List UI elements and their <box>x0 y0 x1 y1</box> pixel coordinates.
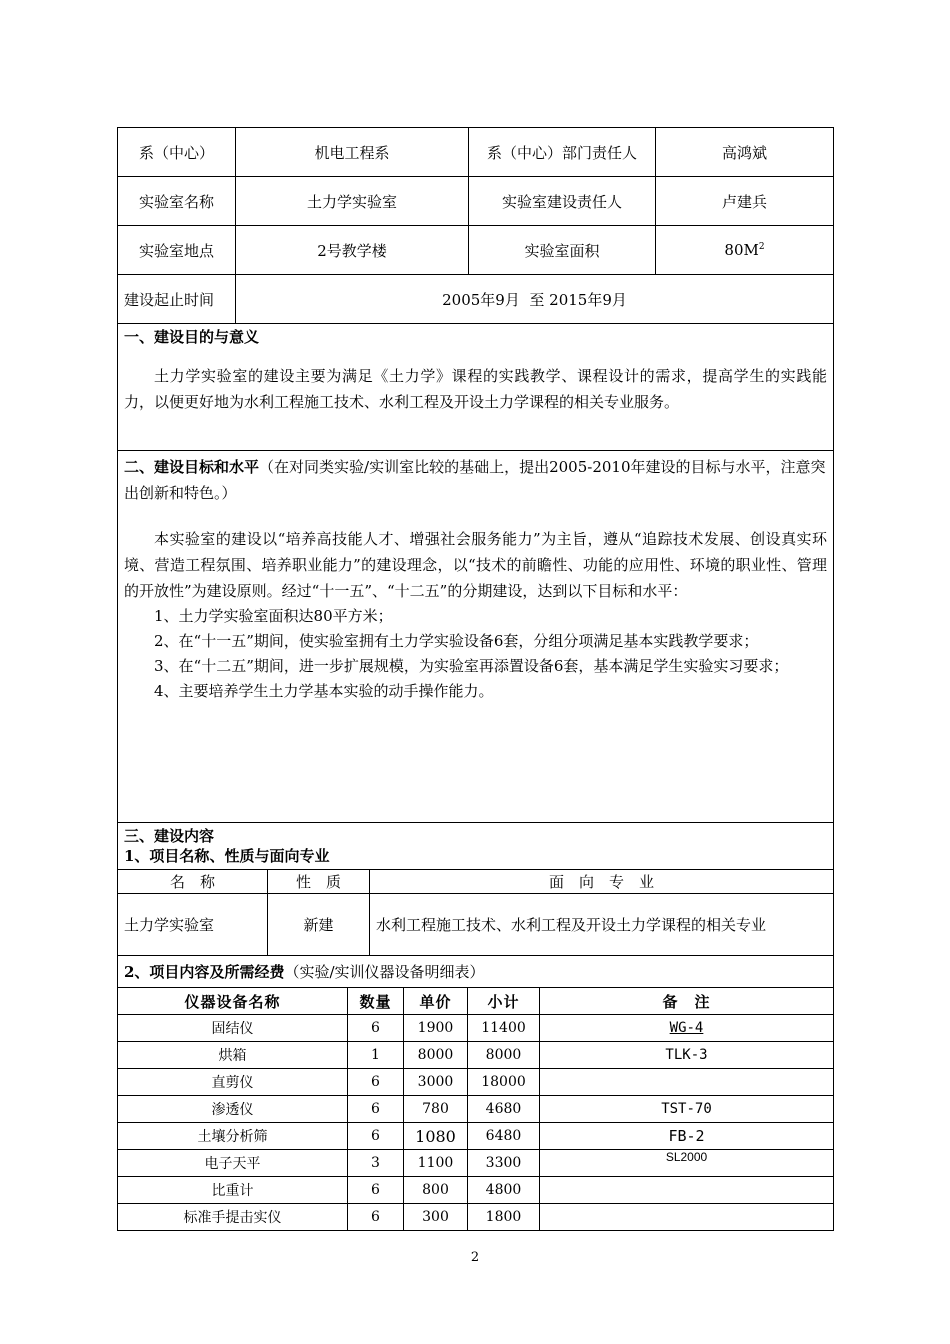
table-row <box>118 956 834 988</box>
equip-header-qty: 数量 <box>348 988 404 1015</box>
goal-item: 3、在“十二五”期间，进一步扩展规模，为实验室再添置设备6套，基本满足学生实验实习要求； <box>154 657 789 675</box>
lab-name-label: 实验室名称 <box>118 177 236 226</box>
table-row <box>118 1204 834 1231</box>
equip-qty: 6 <box>348 1177 404 1204</box>
section3-sub1: 1、项目名称、性质与面向专业 <box>124 847 330 865</box>
equip-qty: 6 <box>348 1204 404 1231</box>
section2-row <box>118 451 834 823</box>
equip-price: 3000 <box>404 1069 468 1096</box>
equip-header-name: 仪器设备名称 <box>118 988 348 1015</box>
equip-name: 比重计 <box>118 1177 348 1204</box>
proj-name: 土力学实验室 <box>118 894 268 956</box>
location-value: 2号教学楼 <box>236 226 469 275</box>
period-label: 建设起止时间 <box>118 275 236 324</box>
section2-body: 本实验室的建设以“培养高技能人才、增强社会服务能力”为主旨，遵从“追踪技术发展、创设真实环境、营造工程氛围、培养职业能力”的建设理念，以“技术的前瞻性、功能的应用性、环境的职业性、管理的开放性”为建设原则。经过“十一五”、“十二五”的分期建设，达到以下目标和水平： <box>124 530 827 600</box>
lab-info-table <box>117 127 834 870</box>
equip-subtotal: 18000 <box>468 1069 540 1096</box>
period-value: 2005年9月 至 2015年9月 <box>236 275 834 324</box>
table-row <box>118 128 834 177</box>
equip-note <box>540 1177 834 1204</box>
equip-price: 1900 <box>404 1015 468 1042</box>
equip-subtotal: 4680 <box>468 1096 540 1123</box>
goal-item: 2、在“十一五”期间，使实验室拥有土力学实验设备6套，分组分项满足基本实践教学要求； <box>154 632 759 650</box>
proj-header-major: 面 向 专 业 <box>370 870 834 894</box>
proj-header-nature: 性 质 <box>268 870 370 894</box>
equip-price: 1100 <box>404 1150 468 1177</box>
section1-body: 土力学实验室的建设主要为满足《土力学》课程的实践教学、课程设计的需求，提高学生的实践能力，以便更好地为水利工程施工技术、水利工程及开设土力学课程的相关专业服务。 <box>124 367 827 411</box>
equip-note: TLK-3 <box>540 1042 834 1069</box>
proj-major: 水利工程施工技术、水利工程及开设土力学课程的相关专业 <box>370 894 834 956</box>
equipment-table <box>117 987 834 1231</box>
equip-name: 直剪仪 <box>118 1069 348 1096</box>
section1-row <box>118 324 834 451</box>
section3-row <box>118 823 834 870</box>
equip-subtotal: 4800 <box>468 1177 540 1204</box>
table-row <box>118 870 834 894</box>
equip-qty: 6 <box>348 1096 404 1123</box>
equip-qty: 1 <box>348 1042 404 1069</box>
table-row <box>118 177 834 226</box>
table-row <box>118 894 834 956</box>
equip-name: 标准手提击实仪 <box>118 1204 348 1231</box>
equip-qty: 3 <box>348 1150 404 1177</box>
equip-note: SL2000 <box>540 1150 834 1177</box>
equip-price: 300 <box>404 1204 468 1231</box>
goal-item: 1、土力学实验室面积达80平方米； <box>154 607 393 625</box>
area-superscript: 2 <box>758 242 765 252</box>
equip-qty: 6 <box>348 1123 404 1150</box>
table-row <box>118 988 834 1015</box>
equip-header-price: 单价 <box>404 988 468 1015</box>
dept-label: 系（中心） <box>118 128 236 177</box>
equip-price: 800 <box>404 1177 468 1204</box>
equip-note: WG-4 <box>540 1015 834 1042</box>
equip-price: 8000 <box>404 1042 468 1069</box>
proj-header-name: 名 称 <box>118 870 268 894</box>
equip-qty: 6 <box>348 1015 404 1042</box>
location-label: 实验室地点 <box>118 226 236 275</box>
project-table <box>117 869 834 988</box>
equip-qty: 6 <box>348 1069 404 1096</box>
area-value <box>656 226 834 275</box>
dept-head-label: 系（中心）部门责任人 <box>469 128 656 177</box>
lab-head-label: 实验室建设责任人 <box>469 177 656 226</box>
table-row <box>118 1096 834 1123</box>
equip-header-note: 备 注 <box>540 988 834 1015</box>
equip-subtotal: 1800 <box>468 1204 540 1231</box>
table-row <box>118 1150 834 1177</box>
equip-subtotal: 11400 <box>468 1015 540 1042</box>
section3-title: 三、建设内容 <box>124 827 215 845</box>
equip-name: 土壤分析筛 <box>118 1123 348 1150</box>
table-row <box>118 1069 834 1096</box>
proj-nature: 新建 <box>268 894 370 956</box>
section2-title: 二、建设目标和水平 <box>124 458 260 476</box>
goal-item: 4、主要培养学生土力学基本实验的动手操作能力。 <box>154 682 494 700</box>
equip-note: TST-70 <box>540 1096 834 1123</box>
area-label: 实验室面积 <box>469 226 656 275</box>
area-number: 80M <box>724 241 759 259</box>
equip-name: 固结仪 <box>118 1015 348 1042</box>
section2-heading <box>124 454 827 506</box>
page-number: 2 <box>470 1250 480 1265</box>
table-row <box>118 1123 834 1150</box>
section1-title: 一、建设目的与意义 <box>124 328 260 346</box>
dept-value: 机电工程系 <box>236 128 469 177</box>
table-row <box>118 1042 834 1069</box>
equip-price: 780 <box>404 1096 468 1123</box>
table-row <box>118 1177 834 1204</box>
equip-note <box>540 1204 834 1231</box>
section3-sub2-note: （实验/实训仪器设备明细表） <box>284 963 485 981</box>
equip-note <box>540 1069 834 1096</box>
table-row <box>118 275 834 324</box>
document-page <box>117 127 833 1231</box>
equip-price: 1080 <box>404 1123 468 1150</box>
section2-note: （在对同类实验/实训室比较的基础上，提出2005-2010年建设的目标与水平，注意突出创新和特色。） <box>124 458 826 502</box>
equip-name: 电子天平 <box>118 1150 348 1177</box>
section3-sub2: 2、项目内容及所需经费 <box>124 963 285 981</box>
equip-subtotal: 6480 <box>468 1123 540 1150</box>
lab-head-value: 卢建兵 <box>656 177 834 226</box>
table-row <box>118 1015 834 1042</box>
equip-subtotal: 8000 <box>468 1042 540 1069</box>
equip-name: 烘箱 <box>118 1042 348 1069</box>
dept-head-value: 高鸿斌 <box>656 128 834 177</box>
lab-name-value: 土力学实验室 <box>236 177 469 226</box>
equip-name: 渗透仪 <box>118 1096 348 1123</box>
equip-header-subtotal: 小计 <box>468 988 540 1015</box>
equip-subtotal: 3300 <box>468 1150 540 1177</box>
equip-note: FB-2 <box>540 1123 834 1150</box>
table-row <box>118 226 834 275</box>
